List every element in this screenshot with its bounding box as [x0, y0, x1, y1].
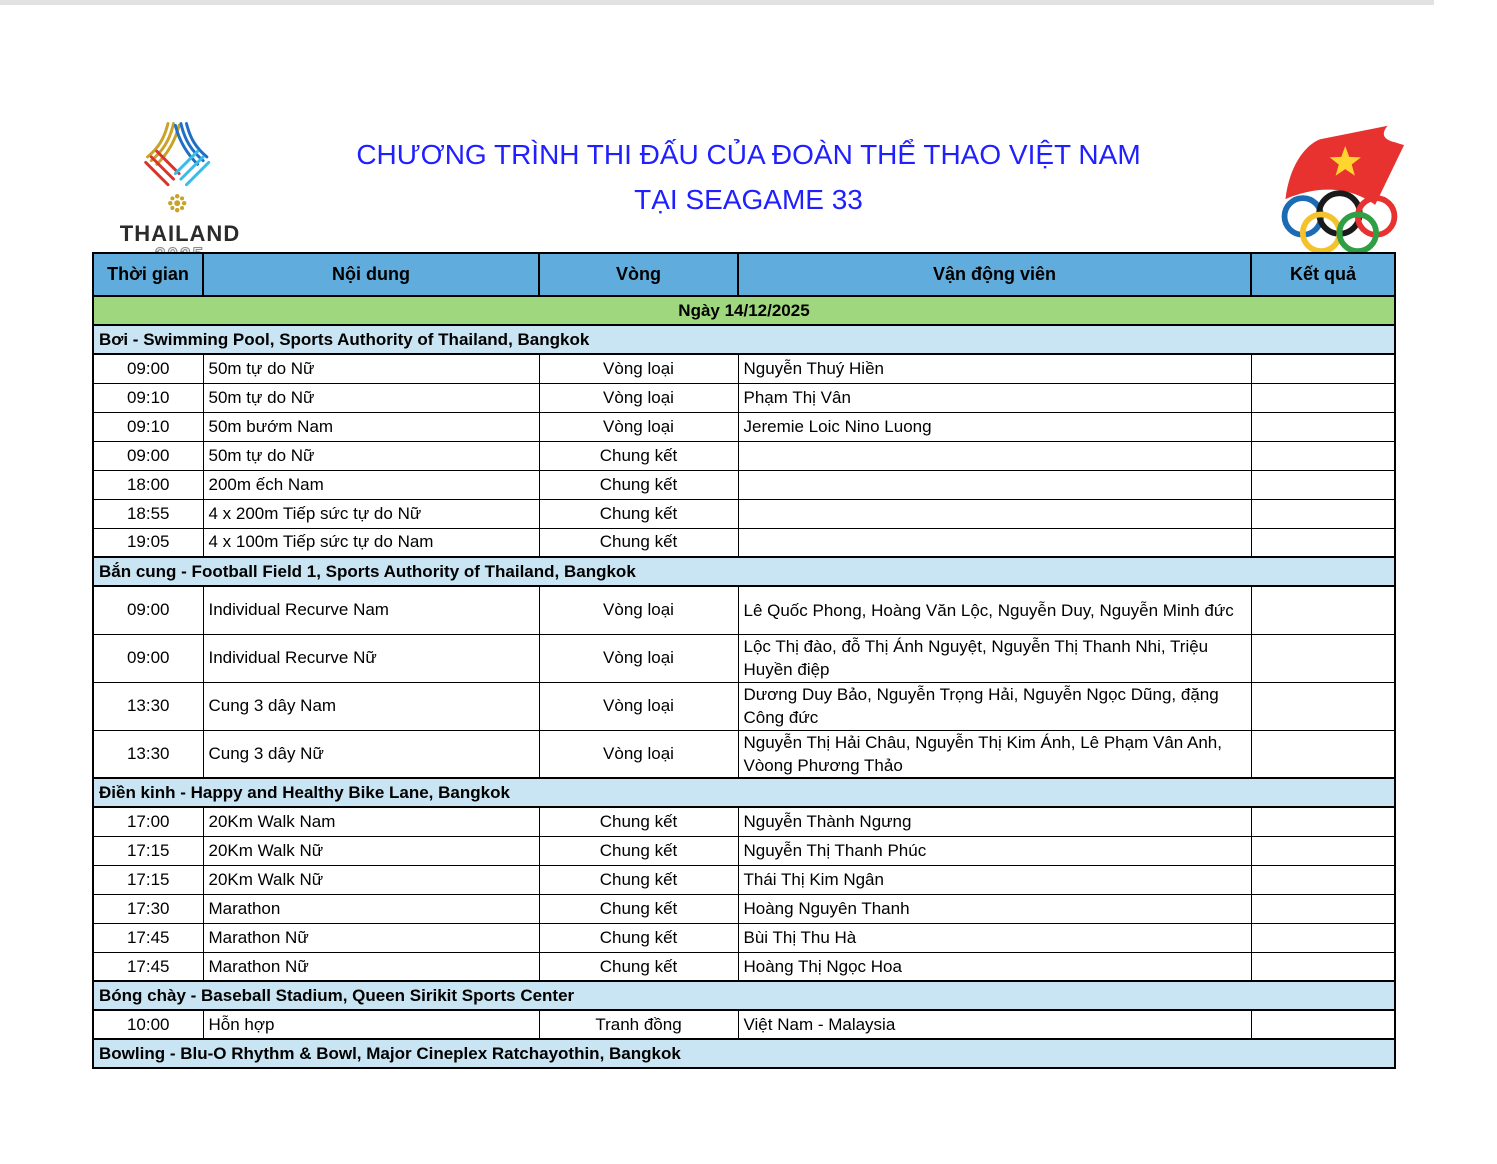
- round-cell: Vòng loại: [539, 682, 738, 730]
- result-cell: [1251, 1010, 1395, 1039]
- time-cell: 18:55: [93, 499, 203, 528]
- result-cell: [1251, 441, 1395, 470]
- table-header-row: [93, 253, 1395, 296]
- schedule-row: [93, 730, 1395, 778]
- page-title-line2: TẠI SEAGAME 33: [634, 184, 863, 215]
- athletes-cell: Jeremie Loic Nino Luong: [738, 412, 1251, 441]
- thailand-logo-text: THAILAND: [119, 221, 241, 246]
- athletes-cell: Thái Thị Kim Ngân: [738, 865, 1251, 894]
- schedule-row: [93, 923, 1395, 952]
- round-cell: Chung kết: [539, 952, 738, 981]
- schedule-row: [93, 441, 1395, 470]
- col-header-event: Nội dung: [203, 253, 539, 296]
- time-cell: 09:00: [93, 634, 203, 682]
- event-cell: 20Km Walk Nữ: [203, 865, 539, 894]
- event-cell: 4 x 100m Tiếp sức tự do Nam: [203, 528, 539, 557]
- page-title-line1: CHƯƠNG TRÌNH THI ĐẤU CỦA ĐOÀN THỂ THAO VIỆT NAM: [356, 139, 1141, 170]
- vietnam-flag-rings-icon: [1266, 120, 1411, 255]
- schedule-row: [93, 354, 1395, 383]
- athletes-cell: Nguyễn Thuý Hiền: [738, 354, 1251, 383]
- event-cell: 50m tự do Nữ: [203, 383, 539, 412]
- section-header-row: [93, 981, 1395, 1010]
- event-cell: 20Km Walk Nam: [203, 807, 539, 836]
- time-cell: 09:00: [93, 354, 203, 383]
- round-cell: Vòng loại: [539, 634, 738, 682]
- col-header-time: Thời gian: [93, 253, 203, 296]
- athletes-cell: Lê Quốc Phong, Hoàng Văn Lộc, Nguyễn Duy, Nguyễn Minh đức: [738, 586, 1251, 634]
- athletes-cell: Bùi Thị Thu Hà: [738, 923, 1251, 952]
- event-cell: Marathon Nữ: [203, 952, 539, 981]
- result-cell: [1251, 894, 1395, 923]
- vietnam-olympic-logo: [1266, 120, 1411, 255]
- time-cell: 17:45: [93, 952, 203, 981]
- event-cell: 200m ếch Nam: [203, 470, 539, 499]
- section-header-row: [93, 557, 1395, 586]
- col-header-athletes: Vận động viên: [738, 253, 1251, 296]
- round-cell: Chung kết: [539, 470, 738, 499]
- event-cell: Individual Recurve Nam: [203, 586, 539, 634]
- event-cell: 50m tự do Nữ: [203, 354, 539, 383]
- section-title: Điền kinh - Happy and Healthy Bike Lane, Bangkok: [93, 778, 1395, 807]
- round-cell: Chung kết: [539, 865, 738, 894]
- time-cell: 19:05: [93, 528, 203, 557]
- section-header-row: [93, 778, 1395, 807]
- round-cell: Chung kết: [539, 807, 738, 836]
- event-cell: 4 x 200m Tiếp sức tự do Nữ: [203, 499, 539, 528]
- event-cell: 50m tự do Nữ: [203, 441, 539, 470]
- result-cell: [1251, 807, 1395, 836]
- section-header-row: [93, 325, 1395, 354]
- schedule-row: [93, 586, 1395, 634]
- time-cell: 09:10: [93, 412, 203, 441]
- round-cell: Vòng loại: [539, 383, 738, 412]
- event-cell: 50m bướm Nam: [203, 412, 539, 441]
- time-cell: 17:15: [93, 836, 203, 865]
- round-cell: Chung kết: [539, 894, 738, 923]
- round-cell: Vòng loại: [539, 586, 738, 634]
- event-cell: Marathon Nữ: [203, 923, 539, 952]
- round-cell: Chung kết: [539, 923, 738, 952]
- schedule-row: [93, 682, 1395, 730]
- section-title: Bowling - Blu-O Rhythm & Bowl, Major Cineplex Ratchayothin, Bangkok: [93, 1039, 1395, 1068]
- schedule-row: [93, 499, 1395, 528]
- round-cell: Chung kết: [539, 836, 738, 865]
- time-cell: 17:45: [93, 923, 203, 952]
- time-cell: 17:15: [93, 865, 203, 894]
- round-cell: Vòng loại: [539, 412, 738, 441]
- schedule-row: [93, 634, 1395, 682]
- round-cell: Chung kết: [539, 441, 738, 470]
- result-cell: [1251, 865, 1395, 894]
- time-cell: 17:30: [93, 894, 203, 923]
- athletes-cell: Hoàng Nguyên Thanh: [738, 894, 1251, 923]
- time-cell: 17:00: [93, 807, 203, 836]
- athletes-cell: Lộc Thị đào, đỗ Thị Ánh Nguyệt, Nguyễn Thị Thanh Nhi, Triệu Huyền điệp: [738, 634, 1251, 682]
- round-cell: Vòng loại: [539, 730, 738, 778]
- schedule-row: [93, 836, 1395, 865]
- schedule-row: [93, 807, 1395, 836]
- result-cell: [1251, 923, 1395, 952]
- event-cell: Cung 3 dây Nữ: [203, 730, 539, 778]
- athletes-cell: Nguyễn Thị Thanh Phúc: [738, 836, 1251, 865]
- schedule-table: [92, 252, 1396, 1069]
- event-cell: Hỗn hợp: [203, 1010, 539, 1039]
- athletes-cell: Nguyễn Thành Ngưng: [738, 807, 1251, 836]
- result-cell: [1251, 682, 1395, 730]
- time-cell: 13:30: [93, 682, 203, 730]
- athletes-cell: [738, 470, 1251, 499]
- schedule-row: [93, 383, 1395, 412]
- athletes-cell: [738, 528, 1251, 557]
- section-title: Bóng chày - Baseball Stadium, Queen Sirikit Sports Center: [93, 981, 1395, 1010]
- result-cell: [1251, 634, 1395, 682]
- result-cell: [1251, 354, 1395, 383]
- col-header-result: Kết quả: [1251, 253, 1395, 296]
- section-header-row: [93, 1039, 1395, 1068]
- athletes-cell: [738, 441, 1251, 470]
- result-cell: [1251, 383, 1395, 412]
- col-header-round: Vòng: [539, 253, 738, 296]
- result-cell: [1251, 836, 1395, 865]
- event-cell: Marathon: [203, 894, 539, 923]
- date-banner: Ngày 14/12/2025: [93, 296, 1395, 325]
- schedule-row: [93, 528, 1395, 557]
- time-cell: 18:00: [93, 470, 203, 499]
- athletes-cell: [738, 499, 1251, 528]
- athletes-cell: Việt Nam - Malaysia: [738, 1010, 1251, 1039]
- round-cell: Chung kết: [539, 499, 738, 528]
- event-cell: Individual Recurve Nữ: [203, 634, 539, 682]
- schedule-row: [93, 865, 1395, 894]
- athletes-cell: Phạm Thị Vân: [738, 383, 1251, 412]
- section-title: Bơi - Swimming Pool, Sports Authority of Thailand, Bangkok: [93, 325, 1395, 354]
- schedule-row: [93, 470, 1395, 499]
- result-cell: [1251, 499, 1395, 528]
- schedule-row: [93, 894, 1395, 923]
- result-cell: [1251, 586, 1395, 634]
- event-cell: Cung 3 dây Nam: [203, 682, 539, 730]
- result-cell: [1251, 952, 1395, 981]
- round-cell: Tranh đồng: [539, 1010, 738, 1039]
- time-cell: 13:30: [93, 730, 203, 778]
- section-title: Bắn cung - Football Field 1, Sports Authority of Thailand, Bangkok: [93, 557, 1395, 586]
- result-cell: [1251, 730, 1395, 778]
- result-cell: [1251, 470, 1395, 499]
- schedule-row: [93, 412, 1395, 441]
- event-cell: 20Km Walk Nữ: [203, 836, 539, 865]
- result-cell: [1251, 412, 1395, 441]
- schedule-row: [93, 952, 1395, 981]
- round-cell: Vòng loại: [539, 354, 738, 383]
- athletes-cell: Dương Duy Bảo, Nguyễn Trọng Hải, Nguyễn Ngọc Dũng, đặng Công đức: [738, 682, 1251, 730]
- date-banner-row: [93, 296, 1395, 325]
- athletes-cell: Nguyễn Thị Hải Châu, Nguyễn Thị Kim Ánh, Lê Phạm Vân Anh, Vòong Phương Thảo: [738, 730, 1251, 778]
- time-cell: 09:00: [93, 441, 203, 470]
- result-cell: [1251, 528, 1395, 557]
- athletes-cell: Hoàng Thị Ngọc Hoa: [738, 952, 1251, 981]
- schedule-row: [93, 1010, 1395, 1039]
- time-cell: 09:10: [93, 383, 203, 412]
- time-cell: 10:00: [93, 1010, 203, 1039]
- top-divider-bar: [0, 0, 1434, 5]
- time-cell: 09:00: [93, 586, 203, 634]
- round-cell: Chung kết: [539, 528, 738, 557]
- schedule-body: [93, 296, 1395, 1068]
